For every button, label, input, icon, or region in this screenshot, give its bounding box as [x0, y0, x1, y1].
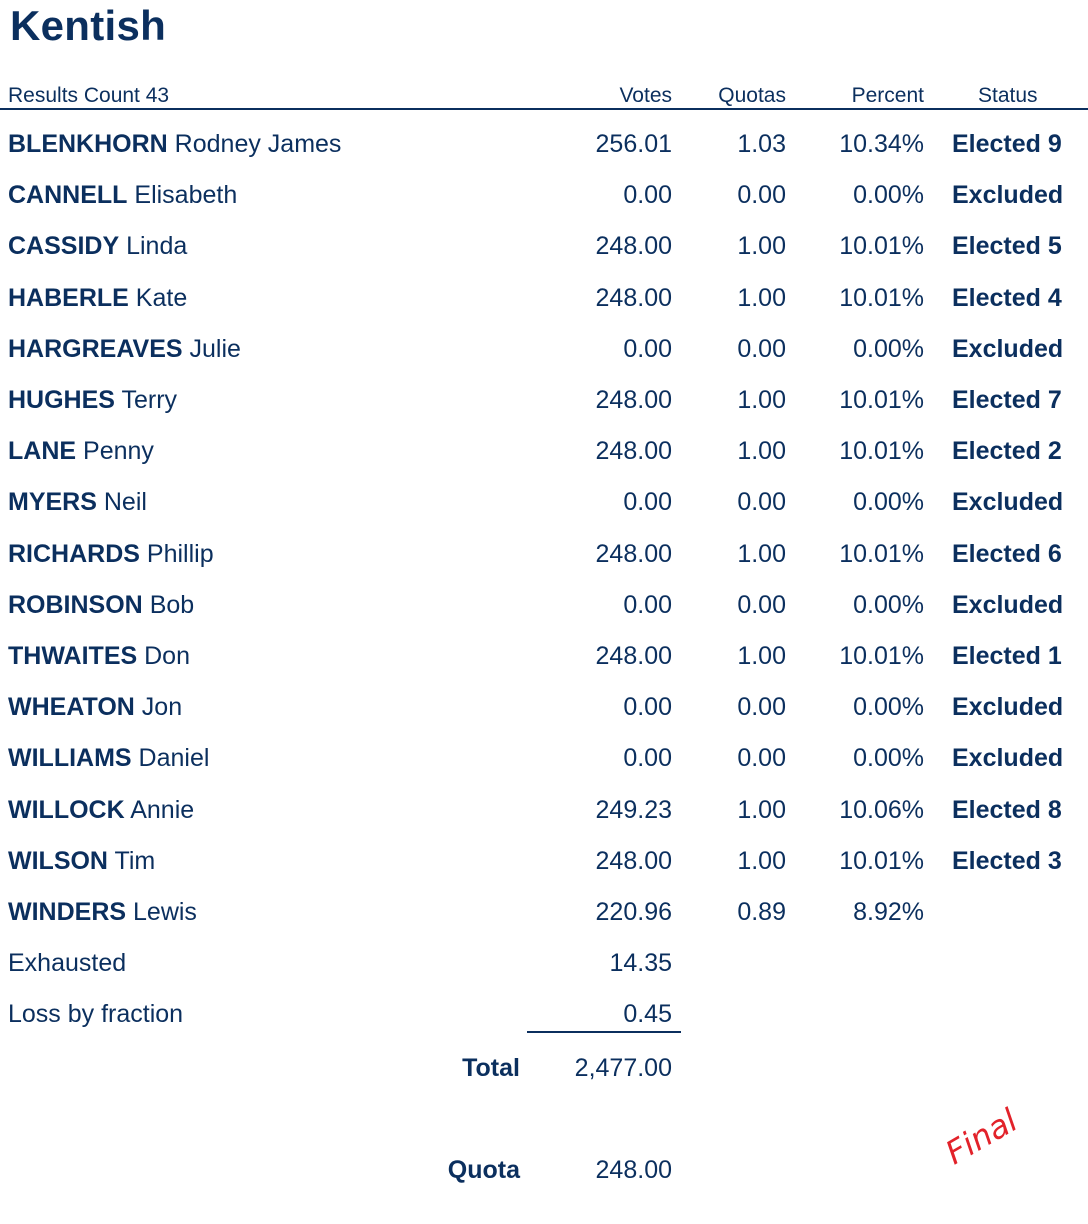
table-row [0, 120, 1088, 171]
candidate-given-name: Terry [121, 386, 178, 414]
percent-cell: 10.01% [839, 539, 924, 568]
quotas-cell: 0.00 [737, 334, 786, 363]
candidate-given-name: Annie [130, 795, 195, 824]
candidate-surname: WILLIAMS [8, 744, 132, 773]
loss-label: Loss by fraction [8, 1000, 184, 1029]
candidate-given-name: Daniel [138, 744, 210, 773]
status-cell: Elected 4 [952, 283, 1062, 312]
header-divider [0, 108, 1088, 110]
votes-cell: 0.00 [623, 590, 672, 619]
candidate-surname: CASSIDY [8, 232, 120, 261]
candidate-surname: ROBINSON [8, 590, 143, 619]
sum-divider [527, 1031, 681, 1033]
table-row [0, 734, 1088, 785]
candidate-name [8, 386, 177, 415]
table-row [0, 530, 1088, 581]
status-cell: Elected 1 [952, 642, 1062, 670]
votes-cell: 248.00 [595, 437, 672, 466]
percent-cell: 10.01% [839, 642, 924, 670]
quotas-cell: 0.89 [737, 898, 786, 926]
table-row [0, 683, 1088, 734]
table-row [0, 888, 1088, 939]
percent-cell: 0.00% [853, 181, 924, 210]
table-row [0, 325, 1088, 376]
votes-cell: 248.00 [595, 386, 672, 414]
candidate-name [8, 744, 209, 773]
quotas-cell: 0.00 [737, 590, 786, 619]
candidate-given-name: Linda [126, 232, 188, 261]
candidate-name [8, 796, 194, 825]
candidate-surname: WHEATON [8, 693, 135, 722]
candidate-given-name: Lewis [133, 898, 197, 926]
candidate-name [8, 898, 197, 927]
votes-cell: 0.00 [623, 181, 672, 210]
exhausted-row [0, 939, 1088, 990]
percent-cell: 0.00% [853, 590, 924, 619]
exhausted-votes: 14.35 [609, 949, 672, 978]
candidate-name [8, 284, 187, 313]
table-row [0, 274, 1088, 325]
status-cell: Excluded [952, 693, 1064, 722]
votes-cell: 0.00 [623, 488, 672, 517]
table-row [0, 632, 1088, 683]
votes-cell: 220.96 [595, 898, 672, 926]
percent-cell: 10.01% [839, 437, 924, 466]
quota-label: Quota [447, 1156, 520, 1184]
candidate-name [8, 693, 182, 722]
candidate-surname: RICHARDS [8, 539, 140, 568]
status-cell: Elected 2 [952, 437, 1062, 466]
quotas-cell: 0.00 [737, 693, 786, 722]
votes-cell: 249.23 [595, 795, 672, 824]
status-cell: Elected 9 [952, 130, 1062, 158]
quotas-cell: 1.00 [737, 437, 786, 466]
candidate-surname: HARGREAVES [8, 334, 183, 363]
votes-cell: 256.01 [595, 130, 672, 158]
table-row [0, 478, 1088, 529]
percent-cell: 10.34% [839, 130, 924, 158]
quotas-cell: 1.00 [737, 386, 786, 414]
percent-cell: 10.06% [839, 795, 924, 824]
loss-by-fraction-row [0, 990, 1088, 1041]
quotas-cell: 0.00 [737, 488, 786, 517]
candidate-name [8, 488, 147, 517]
status-cell: Elected 7 [952, 386, 1062, 414]
votes-cell: 0.00 [623, 693, 672, 722]
quota-votes: 248.00 [595, 1156, 672, 1184]
quotas-cell: 1.00 [737, 232, 786, 261]
percent-cell: 10.01% [839, 846, 924, 875]
percent-cell: 0.00% [853, 488, 924, 517]
status-cell: Excluded [952, 181, 1064, 210]
exhausted-label: Exhausted [8, 949, 127, 978]
quotas-cell: 0.00 [737, 181, 786, 210]
votes-cell: 0.00 [623, 744, 672, 773]
final-stamp: Final [939, 1101, 1024, 1172]
page-title: Kentish [10, 2, 167, 49]
candidate-name [8, 437, 154, 466]
table-row [0, 376, 1088, 427]
status-cell: Excluded [952, 744, 1064, 773]
table-row [0, 222, 1088, 273]
candidate-name [8, 591, 194, 620]
candidate-name [8, 181, 237, 210]
percent-header: Percent [851, 84, 924, 107]
votes-cell: 0.00 [623, 334, 672, 363]
table-row [0, 786, 1088, 837]
quotas-header: Quotas [718, 84, 786, 107]
percent-cell: 10.01% [839, 386, 924, 414]
table-row [0, 581, 1088, 632]
quotas-cell: 1.00 [737, 795, 786, 824]
quotas-cell: 0.00 [737, 744, 786, 773]
status-cell: Elected 6 [952, 539, 1062, 568]
candidate-given-name: Phillip [146, 539, 214, 568]
quotas-cell: 1.00 [737, 539, 786, 568]
candidate-given-name: Elisabeth [134, 181, 238, 210]
votes-cell: 248.00 [595, 283, 672, 312]
status-cell: Excluded [952, 590, 1064, 619]
votes-cell: 248.00 [595, 232, 672, 261]
status-header: Status [978, 84, 1038, 107]
candidate-surname: WILSON [8, 846, 108, 875]
total-votes: 2,477.00 [574, 1054, 672, 1082]
percent-cell: 8.92% [853, 898, 924, 926]
results-count-label: Results Count 43 [8, 84, 170, 107]
status-cell: Elected 3 [952, 846, 1062, 875]
candidate-name [8, 335, 241, 364]
quotas-cell: 1.03 [737, 130, 786, 158]
candidate-given-name: Jon [141, 693, 183, 722]
candidate-name [8, 642, 190, 671]
candidate-surname: HUGHES [8, 386, 115, 414]
votes-cell: 248.00 [595, 846, 672, 875]
candidate-surname: HABERLE [8, 283, 129, 312]
table-row [0, 837, 1088, 888]
votes-cell: 248.00 [595, 642, 672, 670]
candidate-given-name: Penny [83, 437, 154, 466]
total-label: Total [462, 1054, 520, 1082]
table-row [0, 171, 1088, 222]
candidate-surname: WINDERS [8, 898, 127, 926]
candidate-surname: CANNELL [8, 181, 128, 210]
candidate-surname: LANE [8, 437, 77, 466]
candidate-surname: WILLOCK [8, 795, 125, 824]
candidate-given-name: Tim [114, 846, 156, 875]
candidate-given-name: Don [144, 642, 190, 670]
status-cell: Excluded [952, 334, 1064, 363]
candidate-given-name: Bob [149, 590, 195, 619]
candidate-name [8, 232, 187, 261]
status-cell: Elected 8 [952, 795, 1062, 824]
percent-cell: 10.01% [839, 232, 924, 261]
votes-cell: 248.00 [595, 539, 672, 568]
quotas-cell: 1.00 [737, 283, 786, 312]
votes-header: Votes [619, 84, 672, 107]
candidate-given-name: Neil [103, 488, 147, 517]
status-cell: Excluded [952, 488, 1064, 517]
loss-votes: 0.45 [623, 1000, 672, 1029]
percent-cell: 0.00% [853, 744, 924, 773]
candidate-surname: MYERS [8, 488, 97, 517]
candidate-name [8, 847, 155, 876]
candidate-surname: THWAITES [8, 642, 138, 670]
percent-cell: 0.00% [853, 334, 924, 363]
candidate-name [8, 540, 214, 569]
candidate-given-name: Kate [135, 283, 188, 312]
candidate-given-name: Rodney James [174, 130, 342, 158]
status-cell: Elected 5 [952, 232, 1062, 261]
percent-cell: 0.00% [853, 693, 924, 722]
candidate-name [8, 130, 341, 159]
candidate-surname: BLENKHORN [8, 130, 168, 158]
percent-cell: 10.01% [839, 283, 924, 312]
candidate-given-name: Julie [189, 334, 241, 363]
quotas-cell: 1.00 [737, 642, 786, 670]
quotas-cell: 1.00 [737, 846, 786, 875]
table-row [0, 427, 1088, 478]
